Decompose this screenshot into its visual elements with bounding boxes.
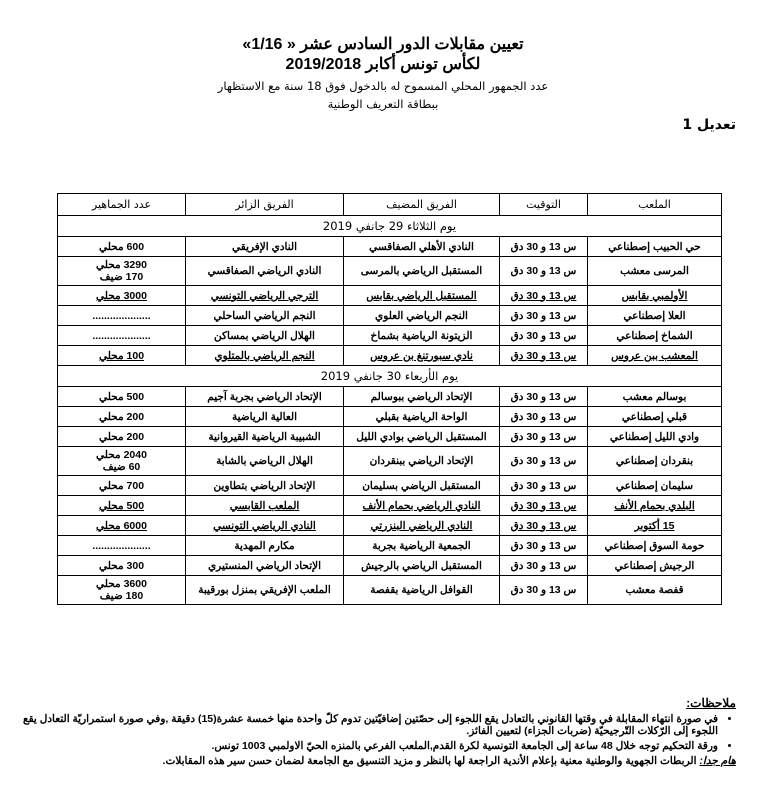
table-row: [58, 556, 722, 576]
cell-home-team: [344, 286, 500, 306]
cell-crowd: [58, 306, 186, 326]
cell-stadium: [588, 556, 722, 576]
crowd-value: 200 محلي: [98, 410, 145, 423]
note-important-text: الربطات الجهوية والوطنية معنية بإعلام الأندية الراجعة لها بالنظر و مزيد التنسيق مع الجامعة لضمان حسن سير هذه المقابلات.: [162, 755, 697, 767]
crowd-value: 180 ضيف: [99, 590, 144, 602]
crowd-value: 200 محلي: [98, 430, 145, 443]
cell-time: [500, 237, 588, 257]
cell-time-text: س 13 و 30 دق: [510, 240, 577, 253]
cell-stadium-text: بنقردان إصطناعي: [615, 455, 694, 467]
cell-away-team-text: الشبيبة الرياضية القيروانية: [208, 430, 321, 443]
cell-away-team: [186, 387, 344, 407]
table-row: [58, 496, 722, 516]
subtitle-line2: ببطاقة التعريف الوطنية: [327, 97, 439, 111]
cell-time: [500, 346, 588, 366]
cell-away-team-text: الملعب الإفريقي بمنزل بورقيبة: [198, 584, 331, 596]
cell-stadium: [588, 407, 722, 427]
cell-stadium: [588, 476, 722, 496]
cell-crowd: [58, 237, 186, 257]
table-row: [58, 286, 722, 306]
cell-crowd: [58, 556, 186, 576]
cell-stadium: [588, 516, 722, 536]
cell-stadium-text: الرجيش إصطناعي: [614, 559, 695, 572]
cell-home-team: [344, 407, 500, 427]
cell-time-text: س 13 و 30 دق: [510, 410, 577, 423]
cell-home-team: [344, 576, 500, 605]
cell-crowd: [58, 346, 186, 366]
cell-time: [500, 476, 588, 496]
cell-away-team: [186, 496, 344, 516]
cell-away-team-text: مكارم المهدية: [234, 539, 295, 552]
cell-crowd: [58, 496, 186, 516]
cell-home-team: [344, 556, 500, 576]
cell-crowd: [58, 476, 186, 496]
table-row: [58, 447, 722, 476]
cell-away-team: [186, 306, 344, 326]
cell-crowd: [58, 257, 186, 286]
crowd-value: 100 محلي: [98, 349, 145, 362]
cell-home-team: [344, 306, 500, 326]
cell-time: [500, 286, 588, 306]
cell-home-team-text: المستقبل الرياضي بالرجيش: [361, 559, 482, 572]
cell-home-team-text: الزيتونة الرياضية بشماخ: [370, 329, 473, 342]
cell-away-team: [186, 257, 344, 286]
crowd-value: 300 محلي: [98, 559, 145, 572]
cell-time-text: س 13 و 30 دق: [510, 519, 577, 532]
cell-stadium: [588, 237, 722, 257]
cell-home-team-text: الواحة الرياضية بقبلي: [375, 410, 468, 423]
crowd-value: 3600 محلي: [96, 578, 147, 590]
table-row: [58, 306, 722, 326]
cell-stadium: [588, 576, 722, 605]
crowd-value: 700 محلي: [98, 479, 145, 492]
cell-crowd: [58, 536, 186, 556]
table-row: [58, 476, 722, 496]
cell-away-team-text: الإتحاد الرياضي المنستيري: [207, 559, 322, 572]
cell-stadium: [588, 326, 722, 346]
cell-stadium: [588, 496, 722, 516]
cell-home-team: [344, 326, 500, 346]
column-header-away-team: الفريق الزائر: [186, 194, 344, 216]
table-row: [58, 257, 722, 286]
cell-home-team: [344, 237, 500, 257]
cell-away-team: [186, 237, 344, 257]
cell-home-team: [344, 346, 500, 366]
cell-crowd: [58, 286, 186, 306]
page-title-line2: لكأس تونس أكابر 2019/2018: [285, 56, 481, 73]
table-row: [58, 407, 722, 427]
cell-time-text: س 13 و 30 دق: [510, 559, 577, 572]
cell-stadium: [588, 286, 722, 306]
cell-home-team: [344, 516, 500, 536]
cell-time: [500, 447, 588, 476]
cell-stadium-text: قفصة معشب: [625, 584, 684, 596]
cell-stadium-text: حومة السوق إصطناعي: [604, 539, 705, 552]
cell-stadium-text: وادي الليل إصطناعي: [609, 430, 700, 443]
cell-stadium: [588, 306, 722, 326]
cell-crowd: [58, 447, 186, 476]
cell-time-text: س 13 و 30 دق: [510, 584, 577, 596]
cell-home-team-text: الجمعية الرياضية بجربة: [372, 539, 471, 552]
cell-away-team-text: العالية الرياضية: [231, 410, 298, 423]
cell-away-team: [186, 536, 344, 556]
cell-crowd: [58, 387, 186, 407]
crowd-value: 170 ضيف: [99, 271, 144, 283]
table-row: [58, 536, 722, 556]
table-row: [58, 346, 722, 366]
cell-time-text: س 13 و 30 دق: [510, 349, 577, 362]
cell-stadium: [588, 447, 722, 476]
cell-stadium-text: الشماخ إصطناعي: [616, 329, 693, 342]
cell-crowd: [58, 326, 186, 346]
cell-away-team: [186, 326, 344, 346]
note-important: [16, 755, 736, 767]
cell-time: [500, 556, 588, 576]
amendment-label: تعديل 1: [682, 117, 736, 133]
cell-home-team-text: المستقبل الرياضي بالمرسى: [360, 265, 483, 277]
note-item-penalties: • في صورة انتهاء المقابلة في وقتها القانوني بالتعادل يقع اللجوء إلى حصّتين إضافيّتين تدوم كلّ واحدة منها خمسة عشرة(15) دقيقة ,وفي صورة استمراريّة التعادل يقع اللجوء إلى الرّكلات التّرجيحيّة (ضربات الجزاء) لتعيين الفائز.: [16, 713, 718, 737]
subtitle-line1: عدد الجمهور المحلي المسموح له بالدخول فوق 18 سنة مع الاستظهار: [217, 79, 549, 93]
cell-away-team-text: النجم الرياضي الساحلي: [213, 309, 316, 322]
cell-stadium-text: حي الحبيب إصطناعي: [608, 240, 701, 253]
cell-time: [500, 516, 588, 536]
cell-home-team-text: الإتحاد الرياضي ببوسالم: [370, 390, 473, 403]
cell-away-team-text: الإتحاد الرياضي بجربة آجيم: [207, 390, 322, 403]
cell-time: [500, 387, 588, 407]
header: [0, 34, 766, 133]
cell-time-text: س 13 و 30 دق: [510, 289, 577, 302]
cell-away-team-text: النادي الرياضي الصفاقسي: [207, 265, 322, 277]
cell-stadium: [588, 257, 722, 286]
cell-stadium: [588, 536, 722, 556]
column-header-home-team: الفريق المضيف: [344, 194, 500, 216]
cell-time: [500, 407, 588, 427]
cell-home-team-text: الإتحاد الرياضي ببنقردان: [369, 455, 474, 467]
schedule-table: [57, 193, 722, 605]
cell-time-text: س 13 و 30 دق: [510, 539, 577, 552]
table-header-row: [58, 194, 722, 216]
cell-home-team-text: النادي الرياضي بحمام الأنف: [362, 499, 481, 512]
cell-stadium: [588, 387, 722, 407]
cell-away-team-text: النادي الرياضي التونسي: [213, 519, 316, 532]
cell-home-team: [344, 257, 500, 286]
cell-away-team: [186, 346, 344, 366]
cell-home-team: [344, 536, 500, 556]
cell-time-text: س 13 و 30 دق: [510, 430, 577, 443]
cell-time: [500, 536, 588, 556]
cell-time: [500, 576, 588, 605]
cell-home-team-text: النادي الأهلي الصفاقسي: [369, 240, 474, 253]
cell-away-team-text: الهلال الرياضي بالشابة: [216, 455, 313, 467]
notes-list: [16, 713, 736, 752]
day-label: يوم الأربعاء 30 جانفي 2019: [58, 366, 722, 387]
cell-stadium-text: قبلي إصطناعي: [621, 410, 688, 423]
cell-stadium-text: بوسالم معشب: [622, 390, 687, 403]
cell-home-team: [344, 496, 500, 516]
crowd-value: ....................: [92, 329, 151, 342]
crowd-value: ....................: [92, 309, 151, 322]
cell-stadium: [588, 346, 722, 366]
cell-home-team: [344, 476, 500, 496]
cell-away-team: [186, 447, 344, 476]
cell-home-team: [344, 387, 500, 407]
cell-home-team: [344, 447, 500, 476]
table-row: [58, 427, 722, 447]
cell-time-text: س 13 و 30 دق: [510, 309, 577, 322]
note-item-referee-sheet: • ورقة التحكيم توجه خلال 48 ساعة إلى الجامعة التونسية لكرة القدم,الملعب الفرعي بالمنزه الحيّ الاولمبي 1003 تونس.: [16, 740, 718, 752]
notes-title: ملاحظات:: [686, 696, 736, 710]
table-row: [58, 237, 722, 257]
cell-stadium-text: المعشب ببن عروس: [611, 349, 698, 362]
crowd-value: 6000 محلي: [96, 519, 147, 532]
crowd-value: 3290 محلي: [96, 259, 147, 271]
crowd-value: 60 ضيف: [102, 461, 141, 473]
table-row: [58, 326, 722, 346]
crowd-value: 2040 محلي: [96, 449, 147, 461]
cell-home-team-text: القوافل الرياضية بقفصة: [370, 584, 473, 596]
cell-home-team-text: النجم الرياضي العلوي: [375, 309, 468, 322]
cell-stadium-text: البلدي بحمام الأنف: [614, 499, 695, 512]
cell-home-team: [344, 427, 500, 447]
cell-home-team-text: المستقبل الرياضي بسليمان: [362, 479, 481, 492]
crowd-value: 600 محلي: [98, 240, 145, 253]
day-header-row: [58, 216, 722, 237]
cell-home-team-text: المستقبل الرياضي بقابس: [366, 289, 477, 302]
cell-away-team: [186, 427, 344, 447]
cell-stadium: [588, 427, 722, 447]
cell-away-team-text: الترجي الرياضي التونسي: [210, 289, 319, 302]
column-header-time: التوقيت: [500, 194, 588, 216]
cell-home-team-text: المستقبل الرياضي بوادي الليل: [356, 430, 487, 443]
cell-crowd: [58, 427, 186, 447]
table-row: [58, 516, 722, 536]
cell-home-team-text: النادي الرياضي البنزرتي: [370, 519, 473, 532]
day-header-row: [58, 366, 722, 387]
cell-away-team-text: النجم الرياضي بالمتلوي: [214, 349, 315, 362]
cell-time: [500, 427, 588, 447]
cell-time-text: س 13 و 30 دق: [510, 479, 577, 492]
cell-away-team-text: النادي الإفريقي: [232, 240, 297, 253]
crowd-value: 500 محلي: [98, 390, 145, 403]
cell-time: [500, 496, 588, 516]
cell-stadium-text: 15 أكتوبر: [634, 519, 675, 532]
cell-crowd: [58, 407, 186, 427]
table-body: [58, 216, 722, 605]
cell-time-text: س 13 و 30 دق: [510, 499, 577, 512]
column-header-stadium: الملعب: [588, 194, 722, 216]
cell-away-team-text: الملعب القابسي: [229, 499, 300, 512]
cell-away-team: [186, 476, 344, 496]
cell-stadium-text: سليمان إصطناعي: [615, 479, 694, 492]
cell-home-team-text: نادي سبورتنغ بن عروس: [370, 349, 473, 362]
cell-away-team: [186, 407, 344, 427]
cell-time: [500, 257, 588, 286]
cell-time-text: س 13 و 30 دق: [510, 455, 577, 467]
day-label: يوم الثلاثاء 29 جانفي 2019: [58, 216, 722, 237]
cell-away-team-text: الإتحاد الرياضي بتطاوين: [213, 479, 316, 492]
cell-away-team: [186, 516, 344, 536]
crowd-value: ....................: [92, 539, 151, 552]
cell-time-text: س 13 و 30 دق: [510, 265, 577, 277]
cell-stadium-text: الأولمبي بقابس: [621, 289, 688, 302]
cell-time-text: س 13 و 30 دق: [510, 329, 577, 342]
cell-crowd: [58, 516, 186, 536]
note-important-label: هام جدا:: [699, 755, 736, 767]
column-header-crowd: عدد الجماهير: [58, 194, 186, 216]
page-title: تعيين مقابلات الدور السادس عشر « 1/16»: [242, 36, 524, 53]
table-row: [58, 576, 722, 605]
table-row: [58, 387, 722, 407]
cell-time: [500, 326, 588, 346]
notes-section: [16, 697, 736, 767]
cell-crowd: [58, 576, 186, 605]
cell-away-team: [186, 556, 344, 576]
cell-stadium-text: العلا إصطناعي: [623, 309, 686, 322]
cell-stadium-text: المرسى معشب: [620, 265, 689, 277]
cell-time-text: س 13 و 30 دق: [510, 390, 577, 403]
crowd-value: 3000 محلي: [96, 289, 147, 302]
cell-away-team: [186, 576, 344, 605]
crowd-value: 500 محلي: [98, 499, 145, 512]
cell-away-team: [186, 286, 344, 306]
cell-time: [500, 306, 588, 326]
cell-away-team-text: الهلال الرياضي بمساكن: [214, 329, 315, 342]
